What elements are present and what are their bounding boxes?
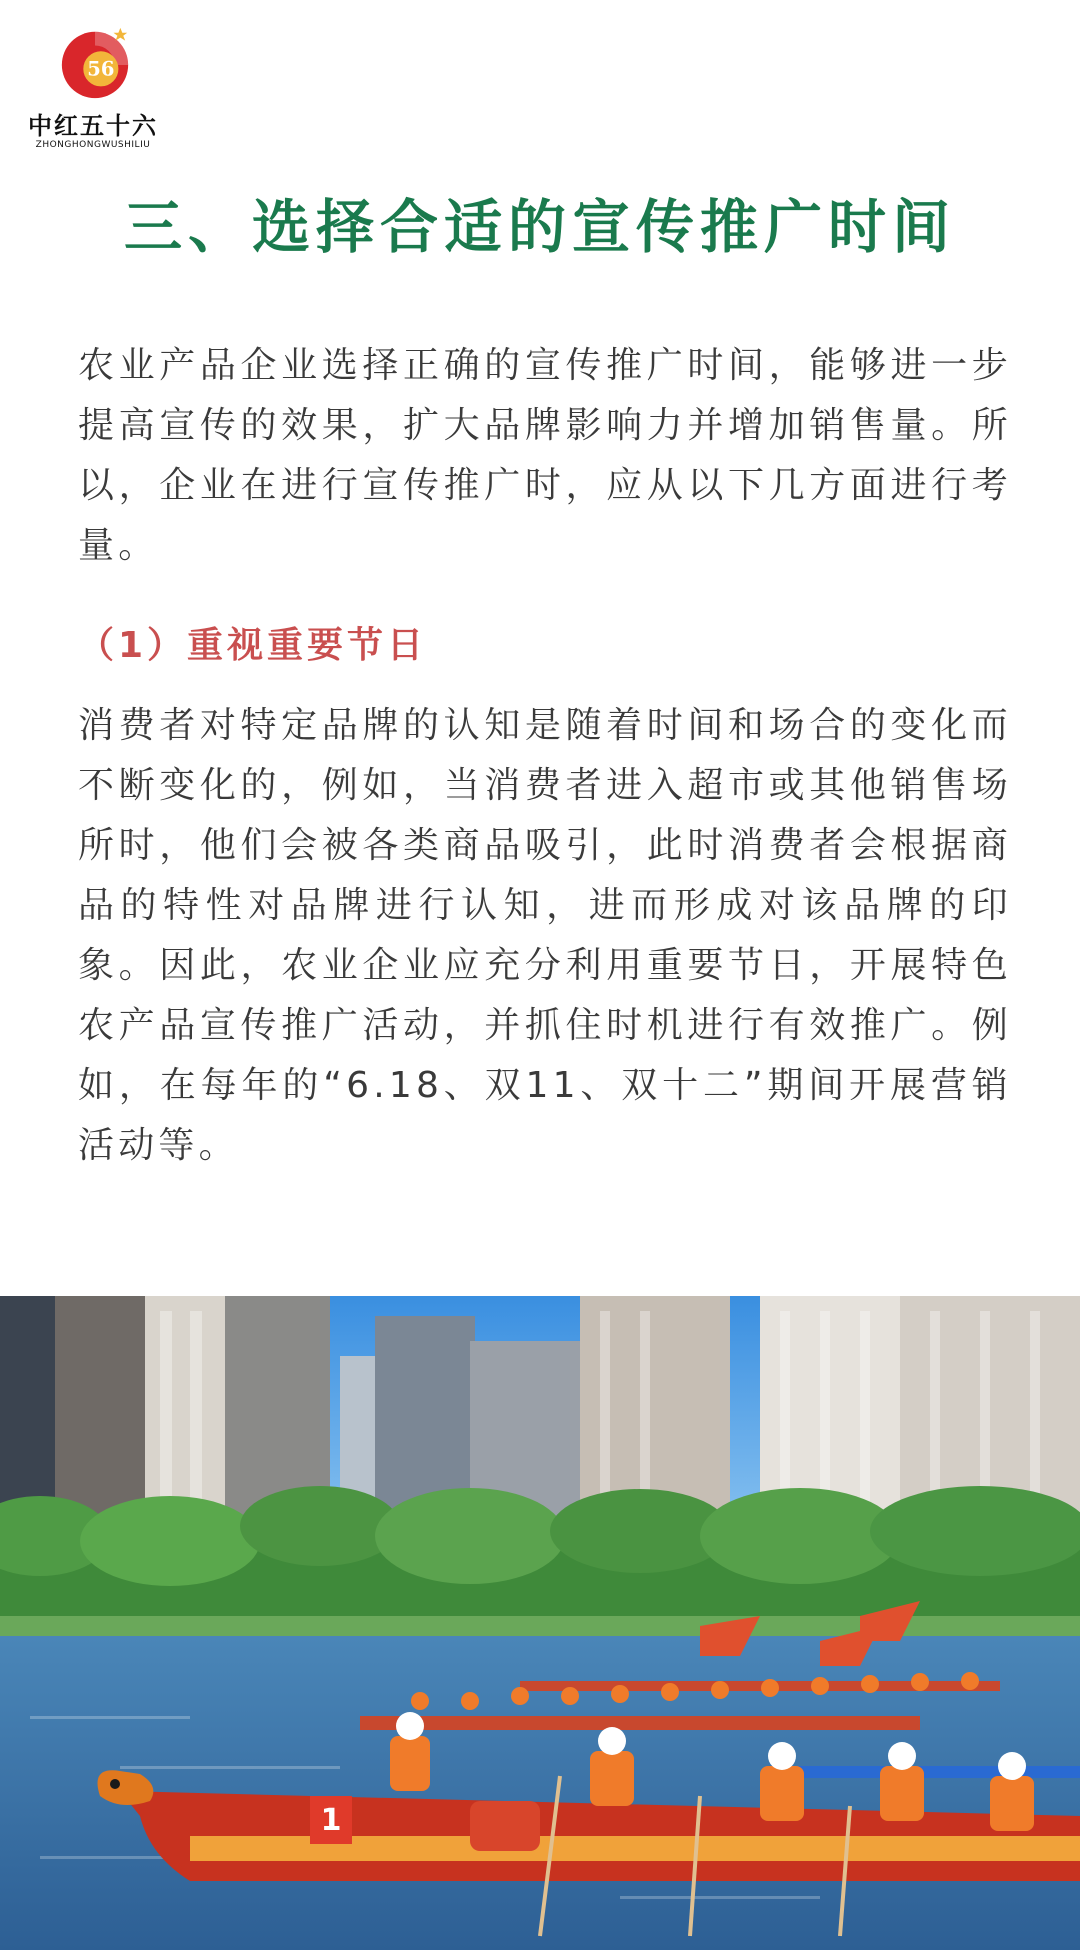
section-heading: （1）重视重要节日 bbox=[78, 625, 428, 666]
logo-subtext: ZHONGHONGWUSHILIU bbox=[35, 140, 151, 150]
brand-logo bbox=[18, 24, 168, 154]
section-paragraph: 消费者对特定品牌的认知是随着时间和场合的变化而不断变化的，例如，当消费者进入超市或其他销售场所时，他们会被各类商品吸引，此时消费者会根据商品的特性对品牌进行认知，进而形成对该品牌的印象。因此，农业企业应充分利用重要节日，开展特色农产品宣传推广活动，并抓住时机进行有效推广。例如，在每年的“6.18、双11、双十二”期间开展营销活动等。 bbox=[78, 705, 1012, 1166]
boat-number: 1 bbox=[320, 1803, 342, 1838]
intro-paragraph: 农业产品企业选择正确的宣传推广时间，能够进一步提高宣传的效果，扩大品牌影响力并增加销售量。所以，企业在进行宣传推广时，应从以下几方面进行考量。 bbox=[78, 345, 1012, 566]
logo-text: 中红五十六 bbox=[28, 111, 158, 140]
dragon-boat-photo bbox=[0, 1296, 1080, 1950]
page-title: 三、选择合适的宣传推广时间 bbox=[123, 193, 956, 261]
tree-line bbox=[0, 1486, 1080, 1638]
logo-emblem-icon bbox=[56, 24, 134, 102]
logo-number: 56 bbox=[87, 57, 115, 81]
